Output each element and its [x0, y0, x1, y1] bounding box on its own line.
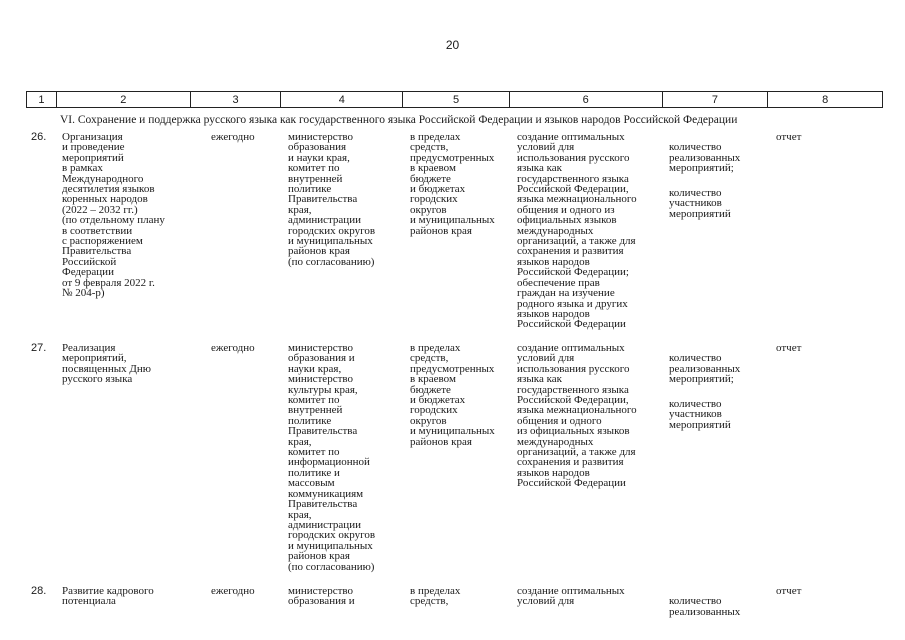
row-report: отчет	[776, 131, 802, 143]
header-col-5: 5	[403, 92, 510, 107]
table-header-row	[26, 91, 883, 108]
row-name: Развитие кадрового потенциала	[62, 585, 154, 608]
row-period: ежегодно	[211, 131, 255, 143]
row-funding: в пределах средств, предусмотренных в краевом бюджете и бюджетах городских округов и муниципальных районов края	[410, 131, 495, 237]
header-col-3: 3	[191, 92, 282, 107]
row-report: отчет	[776, 585, 802, 597]
row-indicator-2: количество участников мероприятий	[669, 187, 731, 220]
row-number: 28.	[31, 585, 47, 597]
row-indicator-1: количество реализованных мероприятий;	[669, 141, 741, 175]
header-col-7: 7	[663, 92, 769, 107]
row-report: отчет	[776, 342, 802, 354]
row-number: 27.	[31, 342, 47, 354]
header-col-2: 2	[57, 92, 191, 107]
header-col-4: 4	[281, 92, 403, 107]
row-name: Организация и проведение мероприятий в рамках Международного десятилетия языков коренных народов (2022 – 2032 гг.) (по отдельному плану в соответствии с распоряжением Правительства Российской Федерации от 9 февраля 2022 г. № 204-р)	[62, 131, 165, 300]
row-period: ежегодно	[211, 585, 255, 597]
row-name: Реализация мероприятий, посвященных Дню русского языка	[62, 342, 152, 386]
row-executors: министерство образования и	[288, 585, 355, 608]
page-number: 20	[445, 38, 460, 52]
row-funding: в пределах средств,	[410, 585, 461, 608]
row-indicators	[669, 343, 740, 441]
header-col-6: 6	[510, 92, 663, 107]
row-executors: министерство образования и науки края, комитет по внутренней политике Правительства края, администрации городских округов и муниципальных районов края (по согласованию)	[288, 131, 376, 268]
row-number: 26.	[31, 131, 47, 143]
header-col-8: 8	[822, 94, 829, 106]
row-indicator-2: количество участников мероприятий	[669, 398, 731, 431]
row-result: создание оптимальных условий для использования русского языка как государственного языка Российской Федерации, языка межнационального общения и одного из официальных языков международных организаций, а также для сохранения и развития языков народов Российской Федерации; обеспечение прав граждан на изучение родного языка и других языков народов Российской Федерации	[517, 131, 637, 331]
row-indicator-1: количество реализованных	[669, 595, 741, 618]
row-executors: министерство образования и науки края, министерство культуры края, комитет по внутренней политике Правительства края, комитет по информационной политике и массовым коммуникациям Правительства края, администрации городских округов и муниципальных районов края (по согласованию)	[288, 342, 376, 573]
header-col-1: 1	[27, 92, 57, 107]
row-indicator-1: количество реализованных мероприятий;	[669, 352, 741, 386]
row-result: создание оптимальных условий для	[517, 585, 625, 608]
section-title: VI. Сохранение и поддержка русского языка как государственного языка Российской Федерации и языков народов Российской Федерации	[60, 114, 738, 126]
row-result: создание оптимальных условий для использования русского языка как государственного языка Российской Федерации, языка межнационального общения и одного из официальных языков международных организаций, а также для сохранения и развития языков народов Российской Федерации	[517, 342, 637, 490]
row-funding: в пределах средств, предусмотренных в краевом бюджете и бюджетах городских округов и муниципальных районов края	[410, 342, 495, 448]
row-indicators	[669, 132, 740, 230]
row-indicators	[669, 586, 740, 628]
row-period: ежегодно	[211, 342, 255, 354]
